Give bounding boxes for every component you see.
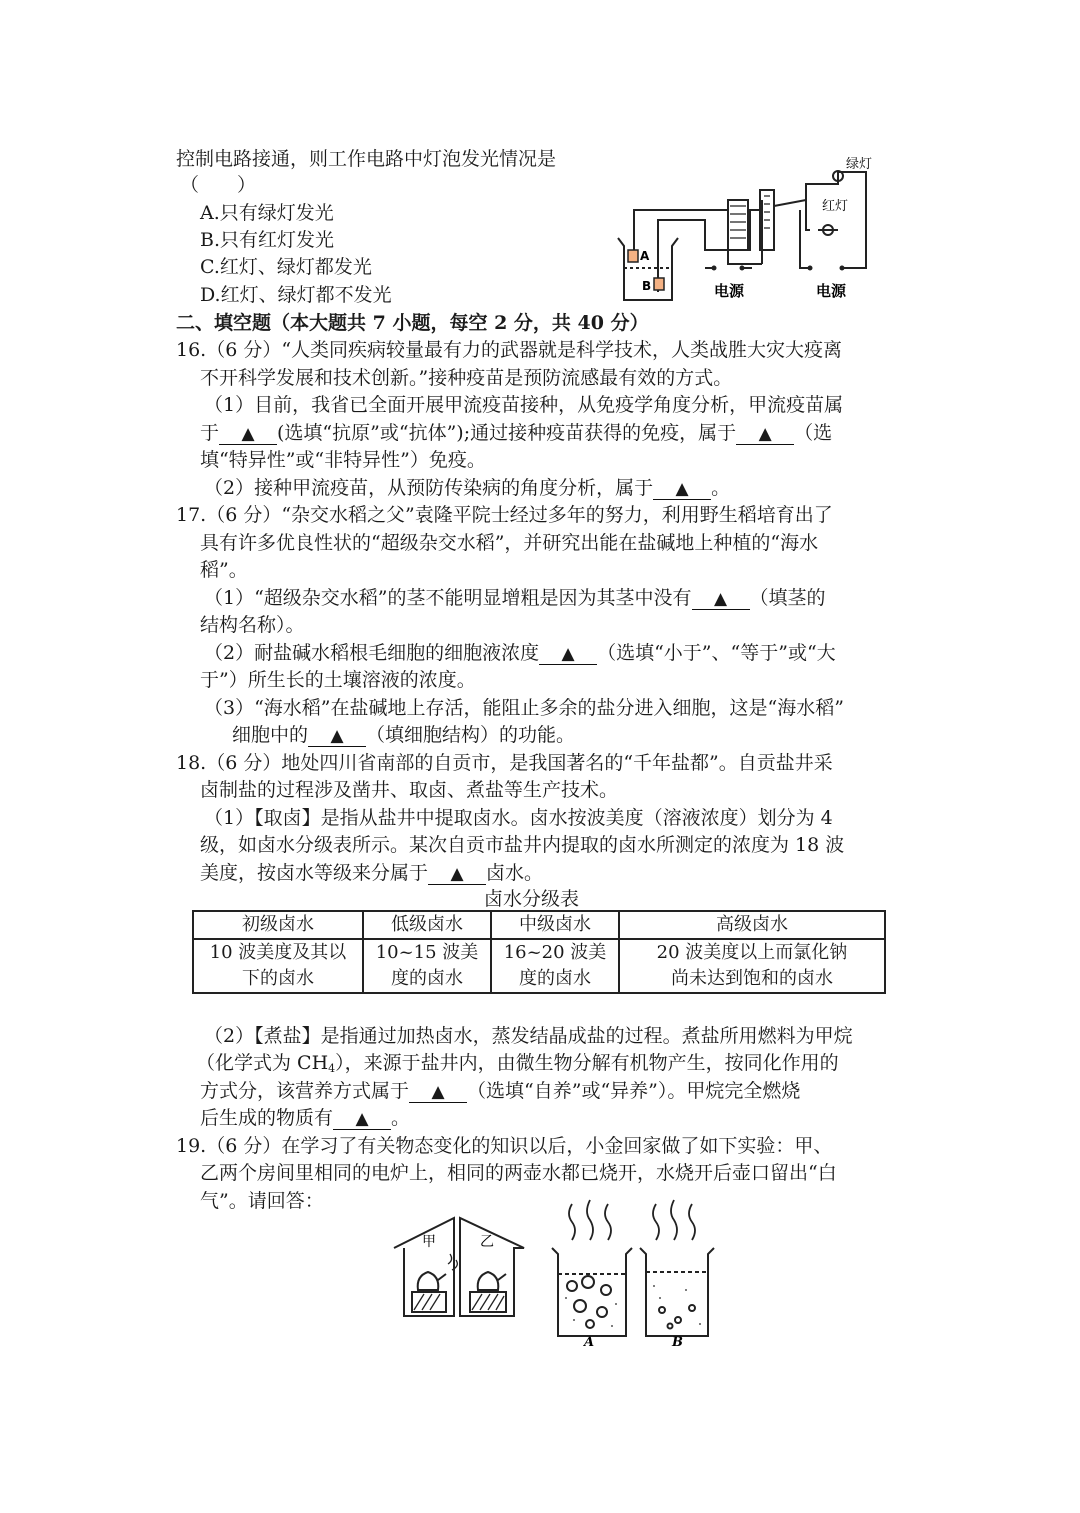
- q17-blank-3[interactable]: ▲: [308, 726, 366, 747]
- table-cell: 20 波美度以上而氯化钠 尚未达到饱和的卤水: [619, 939, 885, 993]
- electrode-a-label: A: [640, 249, 650, 263]
- q17-line6: （2）耐盐碱水稻根毛细胞的细胞液浓度 ▲ （选填“小于”、“等于”或“大: [204, 642, 836, 664]
- q18-line5: 美度，按卤水等级来分属于 ▲ 卤水。: [200, 862, 544, 884]
- q19-line1: 19.（6 分）在学习了有关物态变化的知识以后，小金回家做了如下实验：甲、: [176, 1135, 833, 1157]
- power-source-label-2: 电源: [816, 282, 847, 300]
- section2-title: 二、填空题（本大题共 7 小题，每空 2 分，共 40 分）: [176, 312, 649, 334]
- table-header-cell: 中级卤水: [491, 911, 619, 939]
- q17-line7: 于”）所生长的土壤溶液的浓度。: [200, 669, 476, 691]
- steam-experiment-diagram: [390, 1190, 720, 1350]
- relay-circuit-diagram: [610, 150, 890, 310]
- brine-grade-table: [192, 910, 886, 994]
- q16-blank-3[interactable]: ▲: [653, 479, 711, 500]
- q18-line7: （化学式为 $CH_4$），来源于盐井内，由微生物分解有机物产生，按同化作用的: [196, 1052, 839, 1075]
- table-header-cell: 低级卤水: [363, 911, 491, 939]
- q18-line2: 卤制盐的过程涉及凿井、取卤、煮盐等生产技术。: [200, 779, 619, 801]
- q18-blank-1[interactable]: ▲: [428, 864, 486, 885]
- q16-line2: 不开科学发展和技术创新。”接种疫苗是预防流感最有效的方式。: [200, 367, 733, 389]
- table-cell: 16~20 波美 度的卤水: [491, 939, 619, 993]
- q18-line3: （1）【取卤】是指从盐井中提取卤水。卤水按波美度（溶液浓度）划分为 4: [204, 807, 833, 829]
- q15-answer-paren: （ ）: [180, 174, 257, 196]
- q17-line4: （1）“超级杂交水稻”的茎不能明显增粗是因为其茎中没有 ▲ （填茎的: [204, 587, 826, 609]
- q17-line9: 细胞中的 ▲ （填细胞结构）的功能。: [232, 724, 576, 746]
- beaker-b-label: B: [672, 1335, 683, 1350]
- table-header-row: [193, 911, 885, 939]
- table-cell: 10~15 波美 度的卤水: [363, 939, 491, 993]
- q18-blank-3[interactable]: ▲: [333, 1109, 391, 1130]
- q15-option-c: C.红灯、绿灯都发光: [200, 256, 372, 278]
- q16-line3: （1）目前，我省已全面开展甲流疫苗接种，从免疫学角度分析，甲流疫苗属: [204, 394, 844, 416]
- room-jia-label: 甲: [422, 1234, 436, 1250]
- q17-line2: 具有许多优良性状的“超级杂交水稻”，并研究出能在盐碱地上种植的“海水: [200, 532, 819, 554]
- q16-line4: 于 ▲ (选填“抗原”或“抗体”);通过接种疫苗获得的免疫，属于 ▲ （选: [200, 422, 833, 444]
- red-lamp-label: 红灯: [822, 199, 849, 214]
- q17-line5: 结构名称）。: [200, 614, 305, 636]
- q15-option-a: A.只有绿灯发光: [200, 202, 334, 224]
- q17-blank-1[interactable]: ▲: [692, 589, 750, 610]
- q15-option-d: D.红灯、绿灯都不发光: [200, 284, 392, 306]
- beaker-a-label: A: [584, 1335, 595, 1350]
- q15-stem: 控制电路接通，则工作电路中灯泡发光情况是: [176, 148, 557, 170]
- q18-line9: 后生成的物质有 ▲ 。: [200, 1107, 411, 1129]
- q18-blank-2[interactable]: ▲: [409, 1082, 467, 1103]
- q17-blank-2[interactable]: ▲: [539, 644, 597, 665]
- methane-subscript: 4: [328, 1062, 336, 1075]
- brine-table-title: 卤水分级表: [484, 888, 580, 910]
- q18-line1: 18.（6 分）地处四川省南部的自贡市，是我国著名的“千年盐都”。自贡盐井采: [176, 752, 833, 774]
- q18-line6: （2）【煮盐】是指通过加热卤水，蒸发结晶成盐的过程。煮盐所用燃料为甲烷: [204, 1025, 853, 1047]
- electrode-b: [654, 278, 664, 290]
- q18-line4: 级，如卤水分级表所示。某次自贡市盐井内提取的卤水所测定的浓度为 18 波: [200, 834, 845, 856]
- table-header-cell: 初级卤水: [193, 911, 363, 939]
- power-source-label-1: 电源: [714, 282, 745, 300]
- q17-line1: 17.（6 分）“杂交水稻之父”袁隆平院士经过多年的努力，利用野生稻培育出了: [176, 504, 833, 526]
- table-header-cell: 高级卤水: [619, 911, 885, 939]
- q19-line3: 气”。请回答：: [200, 1190, 324, 1212]
- table-cell: 10 波美度及其以 下的卤水: [193, 939, 363, 993]
- q15-option-b: B.只有红灯发光: [200, 229, 335, 251]
- q17-line3: 稻”。: [200, 559, 248, 581]
- q16-blank-2[interactable]: ▲: [736, 424, 794, 445]
- q16-line5: 填“特异性”或“非特异性”）免疫。: [200, 449, 486, 471]
- electrode-a: [628, 250, 638, 262]
- table-row: [193, 939, 885, 993]
- room-yi-label: 乙: [480, 1234, 494, 1250]
- q19-line2: 乙两个房间里相同的电炉上，相同的两壶水都已烧开，水烧开后壶口留出“白: [200, 1162, 837, 1184]
- q17-line8: （3）“海水稻”在盐碱地上存活，能阻止多余的盐分进入细胞，这是“海水稻”: [204, 697, 844, 719]
- q16-blank-1[interactable]: ▲: [219, 424, 277, 445]
- q16-line6: （2）接种甲流疫苗，从预防传染病的角度分析，属于 ▲ 。: [204, 477, 731, 499]
- green-lamp-label: 绿灯: [846, 157, 873, 172]
- q16-line1: 16.（6 分）“人类同疾病较量最有力的武器就是科学技术，人类战胜大灾大疫离: [176, 339, 843, 361]
- q18-line8: 方式分，该营养方式属于 ▲ （选填“自养”或“异养”）。甲烷完全燃烧: [200, 1080, 801, 1102]
- electrode-b-label: B: [642, 279, 652, 293]
